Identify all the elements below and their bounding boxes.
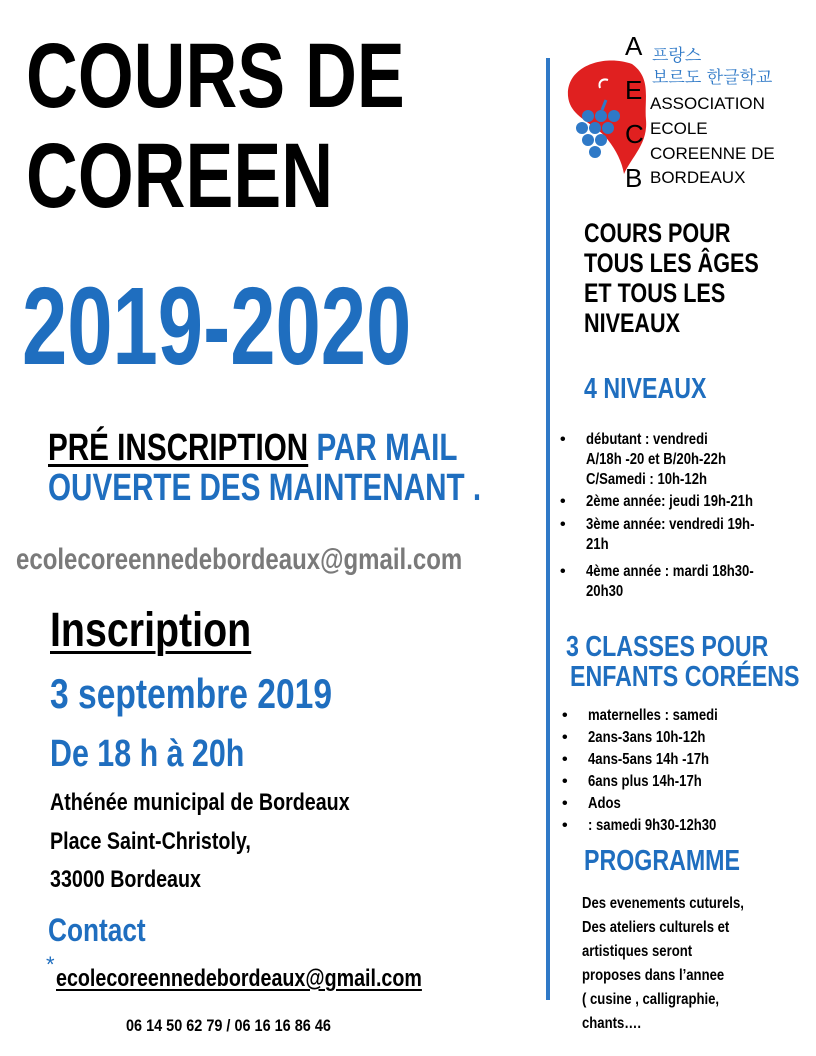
bullet: •	[562, 751, 568, 768]
levels-list	[560, 430, 800, 606]
logo-letter-e: E	[625, 75, 643, 105]
right-headline-line-4: NIVEAUX	[584, 308, 681, 338]
programme-line-1: Des evenements cuturels,	[582, 895, 744, 912]
bullet: •	[562, 707, 568, 724]
phone-numbers: 06 14 50 62 79 / 06 16 16 86 46	[126, 1016, 331, 1035]
list-item	[562, 794, 792, 816]
logo-letter-a: A	[625, 31, 643, 61]
logo-letter-b: B	[625, 163, 643, 193]
kids-item-1: maternelles : samedi	[588, 707, 718, 724]
programme-heading: PROGRAMME	[584, 845, 740, 877]
preinscription-underlined: PRÉ INSCRIPTION	[48, 427, 309, 469]
bullet: •	[560, 563, 566, 580]
kids-item-6: : samedi 9h30-12h30	[588, 817, 717, 834]
level-3-line-1: 3ème année: vendredi 19h-	[586, 516, 755, 533]
level-3-line-2: 21h	[586, 536, 609, 553]
contact-heading: Contact	[48, 912, 146, 948]
level-4-line-1: 4ème année : mardi 18h30-	[586, 563, 754, 580]
title-line-2: COREEN	[26, 125, 334, 227]
preinscription-line-2: OUVERTE DES MAINTENANT .	[48, 467, 482, 509]
level-4-line-2: 20h30	[586, 583, 624, 600]
logo-korean-line-2: 보르도 한글학교	[652, 68, 773, 88]
list-item	[562, 816, 792, 838]
programme-line-3: artistiques seront	[582, 943, 693, 960]
list-item	[560, 430, 800, 492]
programme-line-4: proposes dans l’annee	[582, 967, 725, 984]
kids-item-3: 4ans-5ans 14h -17h	[588, 751, 710, 768]
logo-letter-c: C	[625, 119, 644, 149]
kids-list	[562, 706, 792, 838]
address-line-2: Place Saint-Christoly,	[50, 828, 251, 855]
bullet: •	[562, 773, 568, 790]
preinscription-line-1	[48, 428, 481, 468]
preinscription-blue: PAR MAIL	[316, 427, 458, 469]
address-line-1: Athénée municipal de Bordeaux	[50, 789, 350, 816]
bullet: •	[560, 493, 566, 510]
school-logo	[562, 30, 802, 195]
right-headline-line-1: COURS POUR	[584, 218, 731, 248]
levels-heading: 4 NIVEAUX	[584, 373, 707, 405]
list-item	[562, 728, 792, 750]
kids-heading	[566, 632, 816, 692]
inscription-heading: Inscription	[50, 604, 252, 657]
right-headline-line-2: TOUS LES ÂGES	[584, 248, 759, 278]
logo-text-line-2: ECOLE	[650, 119, 708, 138]
vertical-divider	[546, 58, 550, 1000]
level-2-line-1: 2ème année: jeudi 19h-21h	[586, 493, 753, 510]
main-email[interactable]: ecolecoreennedebordeaux@gmail.com	[16, 543, 463, 576]
level-1-line-1: débutant : vendredi	[586, 431, 708, 448]
programme-line-5: ( cusine , calligraphie,	[582, 991, 720, 1008]
bullet: •	[560, 431, 566, 448]
logo-text-line-4: BORDEAUX	[650, 168, 746, 187]
list-item	[560, 515, 800, 562]
inscription-hours: De 18 h à 20h	[50, 733, 245, 775]
level-1-line-2: A/18h -20 et B/20h-22h	[586, 451, 727, 468]
bullet: •	[562, 729, 568, 746]
level-1-line-3: C/Samedi : 10h-12h	[586, 471, 708, 488]
contact-email[interactable]: ecolecoreennedebordeaux@gmail.com	[56, 965, 422, 992]
list-item	[560, 562, 800, 606]
logo-text-line-3: COREENNE DE	[650, 144, 775, 163]
title-line-1: COURS DE	[26, 25, 405, 127]
kids-item-2: 2ans-3ans 10h-12h	[588, 729, 706, 746]
bullet: •	[562, 817, 568, 834]
bullet: •	[560, 516, 566, 533]
list-item	[562, 750, 792, 772]
kids-heading-line-2: ENFANTS CORÉENS	[570, 661, 800, 693]
logo-korean-line-1: 프랑스	[652, 46, 702, 66]
programme-line-6: chants….	[582, 1015, 642, 1032]
address-line-3: 33000 Bordeaux	[50, 866, 201, 893]
kids-heading-line-1: 3 CLASSES POUR	[566, 631, 769, 663]
bullet: •	[562, 795, 568, 812]
programme-line-2: Des ateliers culturels et	[582, 919, 730, 936]
programme-text	[582, 892, 779, 1036]
list-item	[562, 772, 792, 794]
logo-text-line-1: ASSOCIATION	[650, 94, 765, 113]
preinscription-block	[48, 428, 603, 508]
asterisk-mark: *	[46, 952, 55, 977]
right-headline	[584, 218, 803, 338]
inscription-date: 3 septembre 2019	[50, 670, 333, 717]
kids-item-4: 6ans plus 14h-17h	[588, 773, 702, 790]
kids-item-5: Ados	[588, 795, 621, 812]
title-block	[26, 25, 512, 227]
list-item	[562, 706, 792, 728]
right-headline-line-3: ET TOUS LES	[584, 278, 726, 308]
year-title: 2019-2020	[22, 265, 412, 388]
list-item	[560, 492, 800, 515]
